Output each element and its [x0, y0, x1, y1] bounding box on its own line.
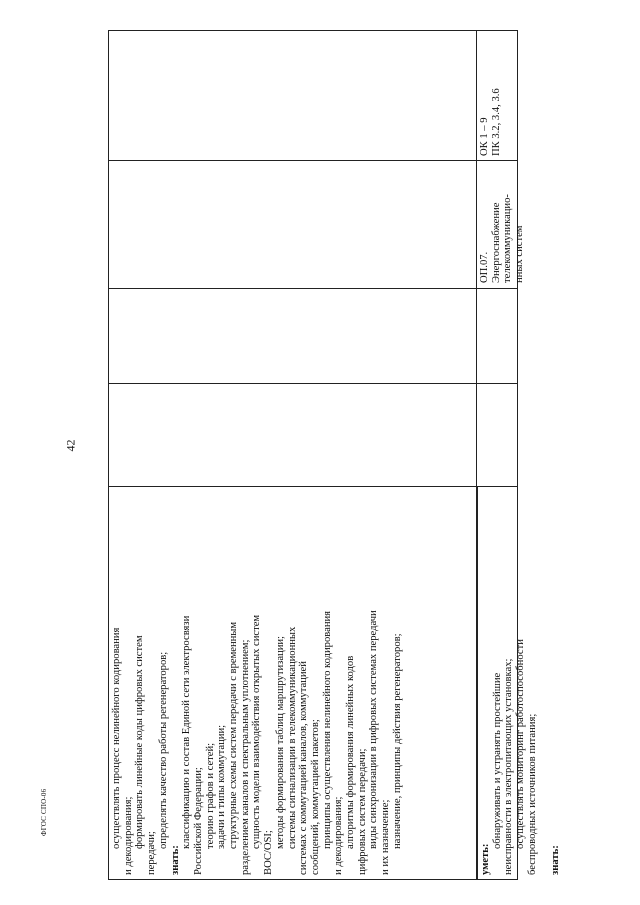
skills-knowledge-cell [477, 487, 562, 879]
table-row-2 [477, 31, 562, 879]
text-line: методы формирования таблиц маршрутизации; [274, 636, 286, 849]
text-line: определять качество работы регенераторов; [157, 651, 169, 849]
text-line: неисправности в электропитающих установках; [503, 658, 515, 875]
text-line: Российской Федерации; [192, 767, 204, 875]
hours-classroom-cell [477, 289, 517, 384]
text-line: знать: [169, 845, 181, 875]
hours-total-cell [477, 384, 517, 487]
discipline-index-cell [109, 161, 476, 289]
text-line [539, 491, 551, 875]
text-line: теорию графов и сетей; [204, 742, 216, 849]
discipline-index-cell [477, 161, 526, 289]
text-line: виды синхронизации в цифровых системах передачи [368, 610, 380, 849]
skills-knowledge-cell [109, 487, 476, 879]
text-line: структурные схемы систем передачи с временным [228, 621, 240, 849]
text-line: системы сигнализации в телекоммуникационных [286, 626, 298, 849]
competency-table [108, 30, 562, 880]
text-line: принципы осуществления нелинейного кодирования [321, 610, 333, 849]
text-line: назначение, принципы действия регенераторов; [391, 633, 403, 849]
page-number: 42 [63, 439, 78, 452]
hours-classroom-cell [109, 289, 476, 384]
text-line: цифровых систем передачи; [356, 748, 368, 875]
text-line: передачи; [146, 831, 158, 875]
text-line: сообщений, коммутацией пакетов; [309, 719, 321, 875]
hours-total-cell [109, 384, 476, 487]
text-line: разделением каналов и спектральным уплотнением; [239, 639, 251, 875]
text-line: телекоммуникацио- [502, 194, 514, 283]
text-line: нных систем [514, 225, 526, 283]
text-line: задачи и типы коммутации; [216, 724, 228, 849]
text-line: классификацию и состав Единой сети электросвязи [181, 615, 193, 849]
text-line: сущность модели взаимодействия открытых систем [251, 614, 263, 849]
footer-code: ФГОС СПО-06 [40, 788, 48, 836]
competency-codes-cell [109, 31, 476, 161]
text-line: и декодирования; [122, 796, 134, 875]
text-line: обнаруживать и устранять простейшие [491, 672, 503, 849]
text-line: и декодирования; [333, 796, 345, 875]
text-line: уметь: [480, 843, 491, 875]
text-line: и их назначение; [380, 799, 392, 875]
text-line: осуществлять процесс нелинейного кодирования [111, 627, 122, 849]
text-line: алгоритмы формирования линейных кодов [345, 655, 357, 849]
text-line: беспроводных источников питания; [526, 713, 538, 875]
table-row-1 [109, 31, 477, 879]
text-line: осуществлять мониторинг работоспособности [515, 639, 527, 849]
rotated-table-wrapper [108, 30, 562, 880]
text-line: знать: [550, 845, 562, 875]
text-line: ПК 3.2, 3.4, 3.6 [490, 88, 502, 156]
text-line: ОК 1 – 9 [479, 117, 490, 156]
text-line: системах с коммутацией каналов, коммутацией [298, 661, 310, 875]
text-line: Энергоснабжение [490, 202, 502, 283]
text-line: формировать линейные коды цифровых систем [134, 635, 146, 849]
text-line: ОП.07. [479, 251, 490, 283]
competency-codes-cell [477, 31, 517, 161]
text-line: ВОС/OSI; [263, 830, 275, 875]
